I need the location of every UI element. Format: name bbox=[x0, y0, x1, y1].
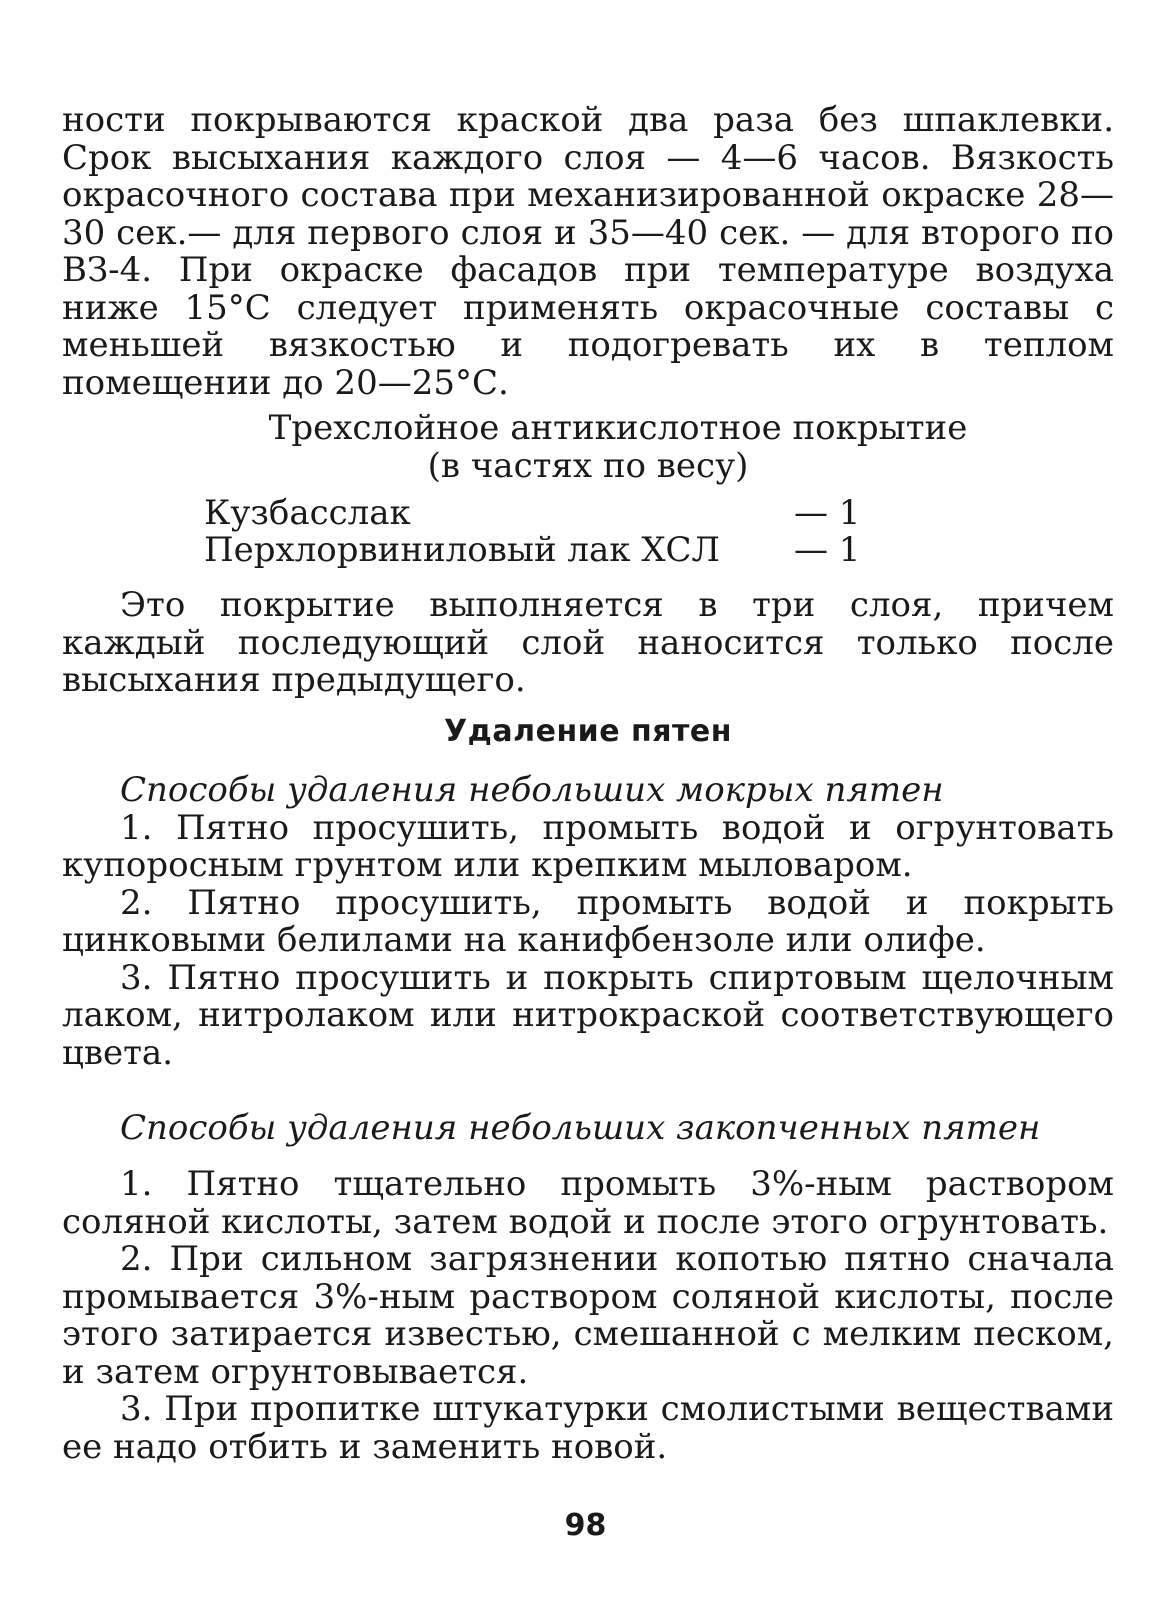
formula-quantity: — 1 bbox=[794, 530, 861, 570]
section-title: Удаление пятен bbox=[444, 713, 732, 749]
formula-quantity: — 1 bbox=[794, 493, 861, 533]
soot-stains-heading: Способы удаления небольших закопченных пятен bbox=[120, 1108, 1041, 1148]
formula-row bbox=[62, 495, 1114, 532]
list-item: 2. Пятно просушить, промыть водой и покрыть цинковыми белилами на канифбензоле или олифе. bbox=[62, 882, 1114, 960]
formula-ingredient: Кузбасслак bbox=[204, 493, 411, 533]
list-item: 3. При пропитке штукатурки смолистыми веществами ее надо отбить и заменить новой. bbox=[62, 1389, 1114, 1467]
list-item: 1. Пятно тщательно промыть 3%-ным раствором соляной кислоты, затем водой и после этого огрунтовать. bbox=[62, 1164, 1114, 1242]
list-item: 3. Пятно просушить и покрыть спиртовым щелочным лаком, нитролаком или нитрокраской соответствующего цвета. bbox=[62, 957, 1114, 1073]
wet-stains-heading: Способы удаления небольших мокрых пятен bbox=[120, 769, 944, 810]
formula-ingredient: Перхлорвиниловый лак ХСЛ bbox=[204, 530, 720, 570]
formula-block bbox=[62, 410, 1114, 569]
page-body bbox=[62, 102, 1114, 1466]
formula-title: Трехслойное антикислотное покрытие bbox=[268, 408, 968, 448]
formula-row bbox=[62, 532, 1114, 569]
intro-paragraph: ности покрываются краской два раза без шпаклевки. Срок высыхания каждого слоя — 4—6 часов. Вязкость окрасочного состава при механизированной окраске 28—30 сек.— для первого слоя и 35—40 сек. — для второго по ВЗ-4. При окраске фасадов при температуре воздуха ниже 15°С следует применять окрасочные составы с меньшей вязкостью и подогревать их в теплом помещении до 20—25°С. bbox=[62, 100, 1114, 403]
list-item: 1. Пятно просушить, промыть водой и огрунтовать купоросным грунтом или крепким мыловаром. bbox=[62, 807, 1114, 885]
list-item: 2. При сильном загрязнении копотью пятно сначала промывается 3%-ным раствором соляной кислоты, после этого затирается известью, смешанной с мелким песком, и затем огрунтовывается. bbox=[62, 1239, 1114, 1392]
page-number: 98 bbox=[564, 1508, 607, 1543]
formula-subtitle: (в частях по весу) bbox=[427, 445, 749, 486]
formula-note: Это покрытие выполняется в три слоя, причем каждый последующий слой наносится только после высыхания предыдущего. bbox=[62, 585, 1114, 700]
